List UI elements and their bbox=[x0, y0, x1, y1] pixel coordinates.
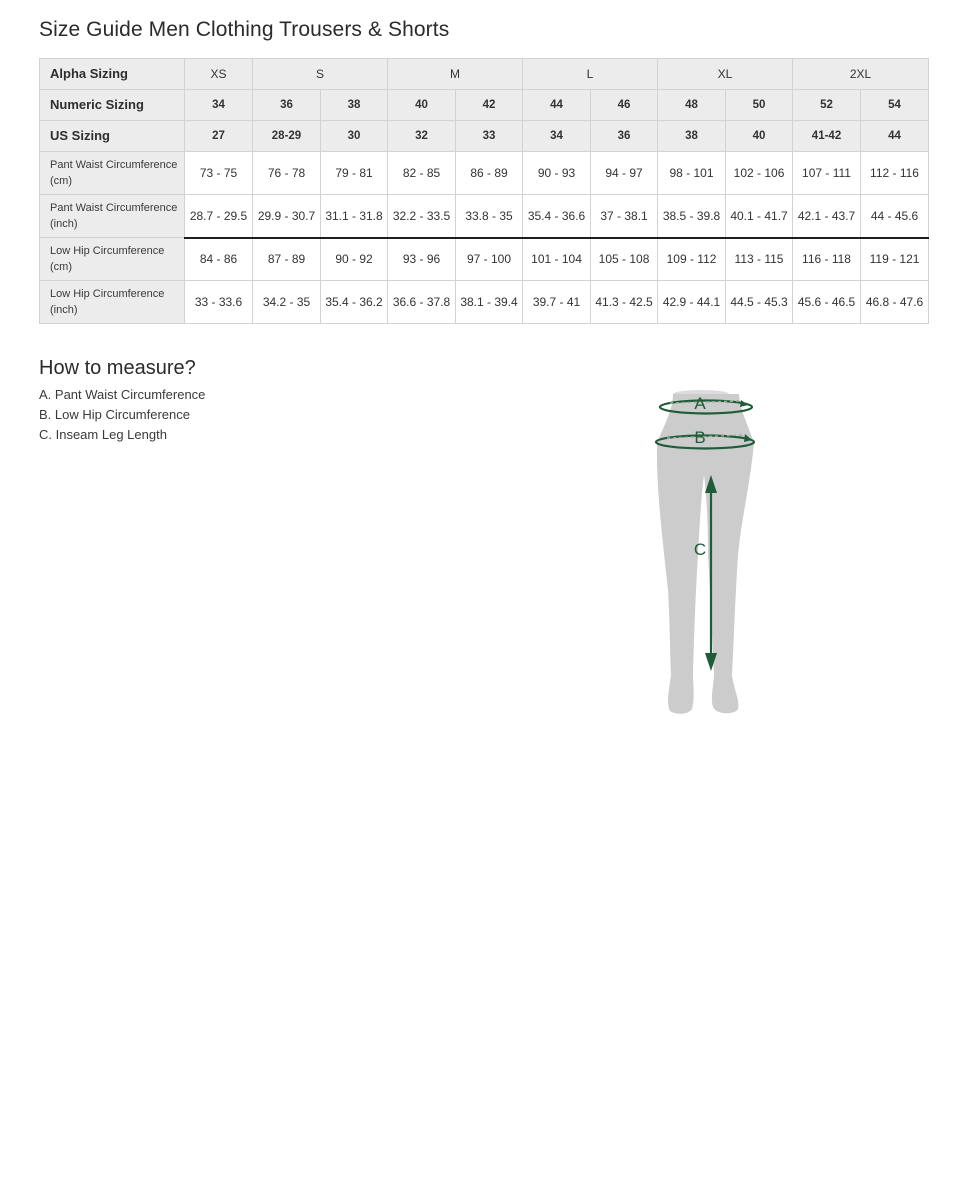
page-title: Size Guide Men Clothing Trousers & Shorts bbox=[39, 18, 450, 41]
table-cell: 33 bbox=[456, 121, 523, 152]
table-cell: 38.5 - 39.8 bbox=[658, 195, 726, 238]
table-cell: 44.5 - 45.3 bbox=[726, 281, 793, 324]
table-cell: 42.1 - 43.7 bbox=[793, 195, 861, 238]
table-cell: 36 bbox=[591, 121, 658, 152]
table-cell: 82 - 85 bbox=[388, 152, 456, 195]
table-cell: 113 - 115 bbox=[726, 238, 793, 281]
table-cell: 40.1 - 41.7 bbox=[726, 195, 793, 238]
table-cell: 32 bbox=[388, 121, 456, 152]
table-cell: 105 - 108 bbox=[591, 238, 658, 281]
table-cell: 98 - 101 bbox=[658, 152, 726, 195]
alpha-sizing-row bbox=[40, 59, 929, 90]
measure-list bbox=[39, 386, 205, 446]
table-cell: 34 bbox=[523, 121, 591, 152]
numeric-sizing-row bbox=[40, 90, 929, 121]
label-a: A bbox=[694, 394, 706, 413]
table-cell: 40 bbox=[388, 90, 456, 121]
table-cell: 102 - 106 bbox=[726, 152, 793, 195]
hip-inch-row bbox=[40, 281, 929, 324]
table-cell: 52 bbox=[793, 90, 861, 121]
table-cell: 44 - 45.6 bbox=[861, 195, 929, 238]
table-cell: 119 - 121 bbox=[861, 238, 929, 281]
table-cell: 29.9 - 30.7 bbox=[253, 195, 321, 238]
table-cell: 42.9 - 44.1 bbox=[658, 281, 726, 324]
label-c: C bbox=[693, 540, 707, 559]
row-header: Pant Waist Circumference (inch) bbox=[40, 195, 185, 238]
table-cell: 86 - 89 bbox=[456, 152, 523, 195]
how-to-measure-heading: How to measure? bbox=[39, 357, 196, 379]
us-sizing-row bbox=[40, 121, 929, 152]
table-cell: 45.6 - 46.5 bbox=[793, 281, 861, 324]
table-cell: 44 bbox=[523, 90, 591, 121]
row-header: Low Hip Circumference (inch) bbox=[40, 281, 185, 324]
table-cell: 48 bbox=[658, 90, 726, 121]
table-cell: 35.4 - 36.2 bbox=[321, 281, 388, 324]
table-cell: 34.2 - 35 bbox=[253, 281, 321, 324]
table-cell: 46.8 - 47.6 bbox=[861, 281, 929, 324]
row-header: Low Hip Circumference (cm) bbox=[40, 238, 185, 281]
hip-cm-row bbox=[40, 238, 929, 281]
table-cell: 109 - 112 bbox=[658, 238, 726, 281]
table-cell: 27 bbox=[185, 121, 253, 152]
label-b: B bbox=[694, 428, 706, 447]
table-cell: 46 bbox=[591, 90, 658, 121]
table-cell: 32.2 - 33.5 bbox=[388, 195, 456, 238]
table-cell: 38.1 - 39.4 bbox=[456, 281, 523, 324]
table-cell: 33 - 33.6 bbox=[185, 281, 253, 324]
table-cell: 38 bbox=[321, 90, 388, 121]
table-cell: 76 - 78 bbox=[253, 152, 321, 195]
waist-inch-row bbox=[40, 195, 929, 238]
table-cell: 35.4 - 36.6 bbox=[523, 195, 591, 238]
table-cell: 37 - 38.1 bbox=[591, 195, 658, 238]
alpha-size-cell: XS bbox=[185, 59, 253, 90]
measure-item-hip: B. Low Hip Circumference bbox=[39, 407, 190, 422]
table-cell: 28.7 - 29.5 bbox=[185, 195, 253, 238]
table-cell: 41-42 bbox=[793, 121, 861, 152]
waist-cm-row bbox=[40, 152, 929, 195]
table-cell: 50 bbox=[726, 90, 793, 121]
alpha-size-cell: XL bbox=[658, 59, 793, 90]
table-cell: 90 - 92 bbox=[321, 238, 388, 281]
row-header: Alpha Sizing bbox=[40, 59, 185, 90]
table-cell: 38 bbox=[658, 121, 726, 152]
table-cell: 33.8 - 35 bbox=[456, 195, 523, 238]
table-cell: 94 - 97 bbox=[591, 152, 658, 195]
table-cell: 31.1 - 31.8 bbox=[321, 195, 388, 238]
table-cell: 39.7 - 41 bbox=[523, 281, 591, 324]
alpha-size-cell: L bbox=[523, 59, 658, 90]
table-cell: 44 bbox=[861, 121, 929, 152]
measure-item-inseam: C. Inseam Leg Length bbox=[39, 427, 167, 442]
row-header: Numeric Sizing bbox=[40, 90, 185, 121]
table-cell: 41.3 - 42.5 bbox=[591, 281, 658, 324]
trousers-illustration bbox=[650, 385, 765, 720]
table-cell: 30 bbox=[321, 121, 388, 152]
table-cell: 97 - 100 bbox=[456, 238, 523, 281]
table-cell: 90 - 93 bbox=[523, 152, 591, 195]
measure-item-waist: A. Pant Waist Circumference bbox=[39, 387, 206, 402]
table-cell: 40 bbox=[726, 121, 793, 152]
alpha-size-cell: 2XL bbox=[793, 59, 929, 90]
table-cell: 73 - 75 bbox=[185, 152, 253, 195]
table-cell: 28-29 bbox=[253, 121, 321, 152]
table-cell: 79 - 81 bbox=[321, 152, 388, 195]
table-cell: 116 - 118 bbox=[793, 238, 861, 281]
table-cell: 87 - 89 bbox=[253, 238, 321, 281]
table-cell: 107 - 111 bbox=[793, 152, 861, 195]
trousers-measurement-diagram bbox=[650, 385, 765, 720]
table-cell: 112 - 116 bbox=[861, 152, 929, 195]
table-cell: 93 - 96 bbox=[388, 238, 456, 281]
alpha-size-cell: S bbox=[253, 59, 388, 90]
table-cell: 42 bbox=[456, 90, 523, 121]
table-cell: 101 - 104 bbox=[523, 238, 591, 281]
table-cell: 54 bbox=[861, 90, 929, 121]
table-cell: 36 bbox=[253, 90, 321, 121]
table-cell: 34 bbox=[185, 90, 253, 121]
alpha-size-cell: M bbox=[388, 59, 523, 90]
row-header: US Sizing bbox=[40, 121, 185, 152]
table-cell: 84 - 86 bbox=[185, 238, 253, 281]
size-table bbox=[39, 58, 929, 324]
row-header: Pant Waist Circumference (cm) bbox=[40, 152, 185, 195]
table-cell: 36.6 - 37.8 bbox=[388, 281, 456, 324]
